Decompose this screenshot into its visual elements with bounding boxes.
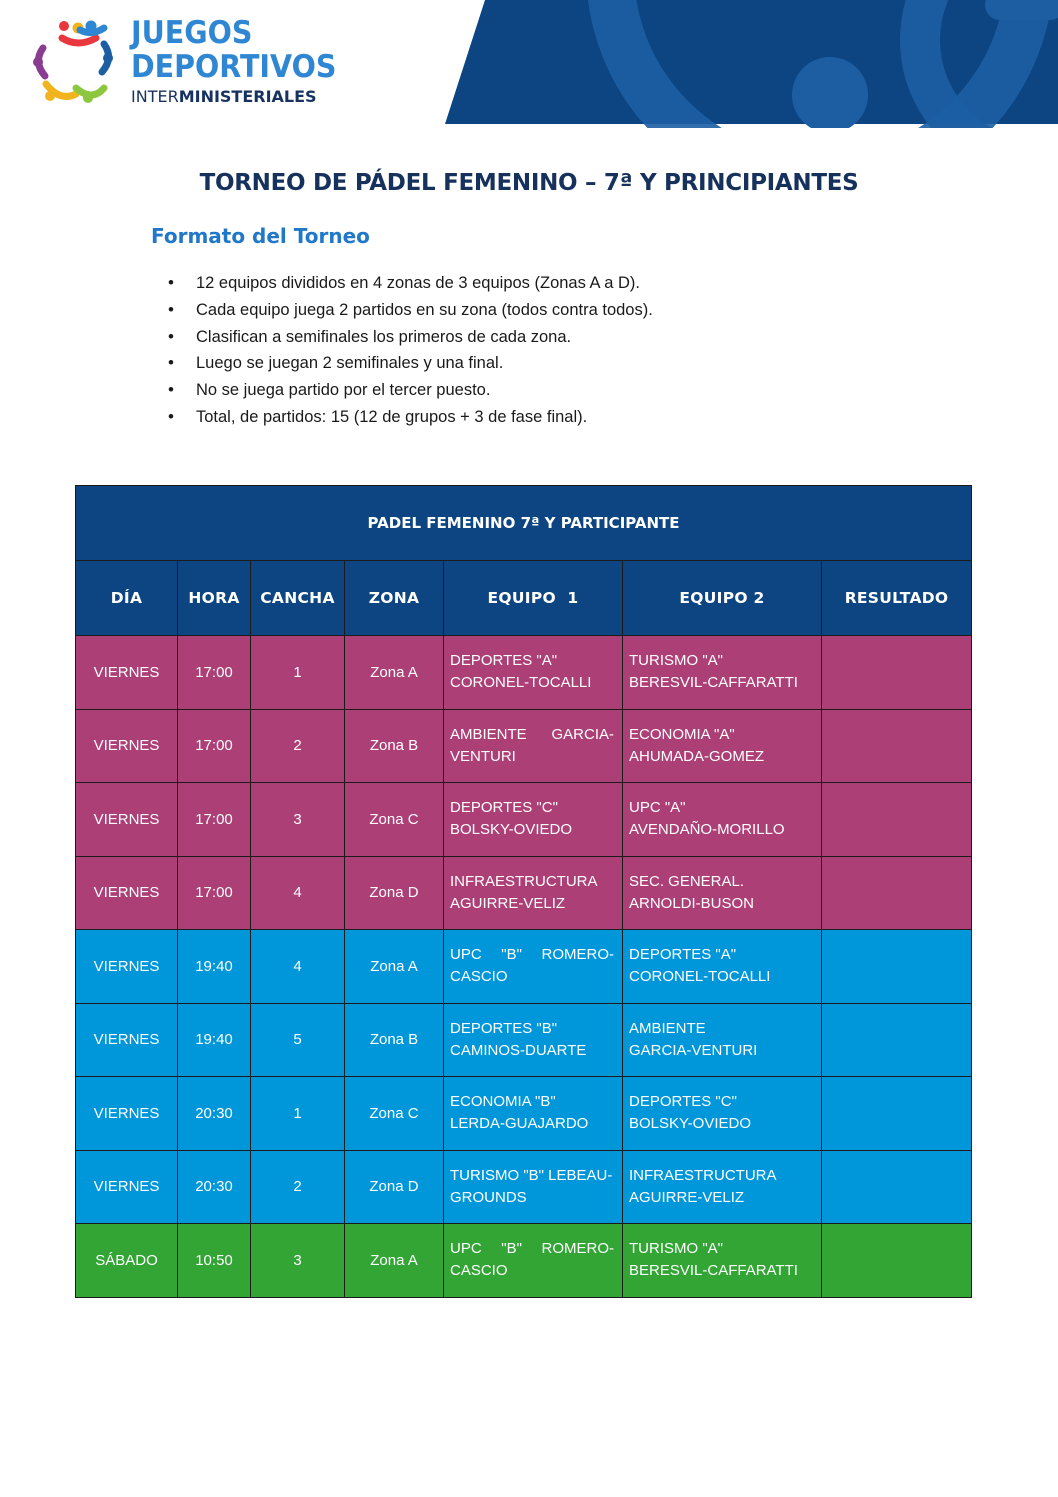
cell-dia: VIERNES — [76, 709, 178, 783]
list-item: • Luego se juegan 2 semifinales y una final. — [160, 350, 653, 377]
cell-equipo-1: UPC "B" ROMERO- CASCIO — [444, 1224, 623, 1298]
cell-equipo-2: TURISMO "A" BERESVIL-CAFFARATTI — [623, 636, 822, 710]
cell-equipo-2: AMBIENTE GARCIA-VENTURI — [623, 1003, 822, 1077]
cell-zona: Zona D — [345, 1150, 444, 1224]
column-header-cancha: CANCHA — [251, 561, 345, 636]
cell-hora: 17:00 — [178, 709, 251, 783]
cell-equipo-2: DEPORTES "C" BOLSKY-OVIEDO — [623, 1077, 822, 1151]
logo-figures-icon — [28, 18, 128, 112]
cell-equipo-2: ECONOMIA "A" AHUMADA-GOMEZ — [623, 709, 822, 783]
table-row — [76, 930, 972, 1004]
schedule-table — [75, 485, 972, 1298]
table-row — [76, 1224, 972, 1298]
logo-line-2: DEPORTIVOS — [131, 49, 337, 85]
cell-zona: Zona C — [345, 783, 444, 857]
list-item: • 12 equipos divididos en 4 zonas de 3 equipos (Zonas A a D). — [160, 270, 653, 297]
cell-resultado — [822, 783, 972, 857]
page-title: TORNEO DE PÁDEL FEMENINO – 7ª Y PRINCIPIANTES — [199, 170, 859, 196]
cell-cancha: 5 — [251, 1003, 345, 1077]
column-header-dia: DÍA — [76, 561, 178, 636]
cell-dia: VIERNES — [76, 783, 178, 857]
logo — [28, 15, 368, 112]
cell-cancha: 1 — [251, 636, 345, 710]
cell-dia: SÁBADO — [76, 1224, 178, 1298]
cell-equipo-1: ECONOMIA "B" LERDA-GUAJARDO — [444, 1077, 623, 1151]
cell-dia: VIERNES — [76, 636, 178, 710]
cell-hora: 17:00 — [178, 856, 251, 930]
cell-equipo-1: AMBIENTE GARCIA- VENTURI — [444, 709, 623, 783]
cell-resultado — [822, 856, 972, 930]
section-heading: Formato del Torneo — [151, 224, 370, 248]
cell-hora: 17:00 — [178, 783, 251, 857]
cell-cancha: 1 — [251, 1077, 345, 1151]
cell-zona: Zona A — [345, 930, 444, 1004]
cell-resultado — [822, 1150, 972, 1224]
cell-hora: 10:50 — [178, 1224, 251, 1298]
cell-equipo-1: UPC "B" ROMERO- CASCIO — [444, 930, 623, 1004]
cell-resultado — [822, 709, 972, 783]
table-row — [76, 856, 972, 930]
table-row — [76, 783, 972, 857]
table-row — [76, 709, 972, 783]
column-header-zona: ZONA — [345, 561, 444, 636]
format-list — [160, 270, 653, 431]
cell-zona: Zona D — [345, 856, 444, 930]
list-item: • Clasifican a semifinales los primeros de cada zona. — [160, 324, 653, 351]
cell-cancha: 3 — [251, 783, 345, 857]
column-header-hora: HORA — [178, 561, 251, 636]
table-header-row — [76, 561, 972, 636]
cell-zona: Zona B — [345, 709, 444, 783]
column-header-equipo-2: EQUIPO 2 — [623, 561, 822, 636]
cell-equipo-2: DEPORTES "A" CORONEL-TOCALLI — [623, 930, 822, 1004]
cell-equipo-2: TURISMO "A" BERESVIL-CAFFARATTI — [623, 1224, 822, 1298]
cell-hora: 20:30 — [178, 1150, 251, 1224]
cell-zona: Zona A — [345, 636, 444, 710]
cell-dia: VIERNES — [76, 1150, 178, 1224]
table-row — [76, 1150, 972, 1224]
logo-line-1: JUEGOS — [131, 15, 253, 51]
cell-dia: VIERNES — [76, 930, 178, 1004]
cell-hora: 20:30 — [178, 1077, 251, 1151]
table-row — [76, 636, 972, 710]
cell-hora: 19:40 — [178, 930, 251, 1004]
cell-dia: VIERNES — [76, 1077, 178, 1151]
cell-hora: 19:40 — [178, 1003, 251, 1077]
cell-equipo-2: INFRAESTRUCTURA AGUIRRE-VELIZ — [623, 1150, 822, 1224]
list-item: • Total, de partidos: 15 (12 de grupos + 3 de fase final). — [160, 404, 653, 431]
list-item: • No se juega partido por el tercer puesto. — [160, 377, 653, 404]
cell-cancha: 4 — [251, 856, 345, 930]
cell-equipo-1: DEPORTES "B" CAMINOS-DUARTE — [444, 1003, 623, 1077]
list-item: • Cada equipo juega 2 partidos en su zona (todos contra todos). — [160, 297, 653, 324]
cell-equipo-2: UPC "A" AVENDAÑO-MORILLO — [623, 783, 822, 857]
cell-cancha: 4 — [251, 930, 345, 1004]
cell-resultado — [822, 1003, 972, 1077]
cell-hora: 17:00 — [178, 636, 251, 710]
logo-wordmark — [131, 15, 354, 106]
table-title: PADEL FEMENINO 7ª Y PARTICIPANTE — [76, 486, 972, 561]
cell-equipo-1: TURISMO "B" LEBEAU- GROUNDS — [444, 1150, 623, 1224]
cell-equipo-1: DEPORTES "A" CORONEL-TOCALLI — [444, 636, 623, 710]
cell-resultado — [822, 1224, 972, 1298]
cell-cancha: 2 — [251, 709, 345, 783]
cell-resultado — [822, 1077, 972, 1151]
cell-resultado — [822, 930, 972, 1004]
cell-dia: VIERNES — [76, 856, 178, 930]
cell-equipo-1: INFRAESTRUCTURA AGUIRRE-VELIZ — [444, 856, 623, 930]
cell-zona: Zona C — [345, 1077, 444, 1151]
cell-cancha: 2 — [251, 1150, 345, 1224]
column-header-resultado: RESULTADO — [822, 561, 972, 636]
cell-zona: Zona A — [345, 1224, 444, 1298]
cell-cancha: 3 — [251, 1224, 345, 1298]
column-header-equipo-1: EQUIPO 1 — [444, 561, 623, 636]
cell-equipo-1: DEPORTES "C" BOLSKY-OVIEDO — [444, 783, 623, 857]
table-title-row — [76, 486, 972, 561]
table-row — [76, 1003, 972, 1077]
cell-zona: Zona B — [345, 1003, 444, 1077]
cell-equipo-2: SEC. GENERAL. ARNOLDI-BUSON — [623, 856, 822, 930]
cell-resultado — [822, 636, 972, 710]
table-row — [76, 1077, 972, 1151]
cell-dia: VIERNES — [76, 1003, 178, 1077]
logo-line-3: INTERMINISTERIALES — [131, 87, 317, 106]
